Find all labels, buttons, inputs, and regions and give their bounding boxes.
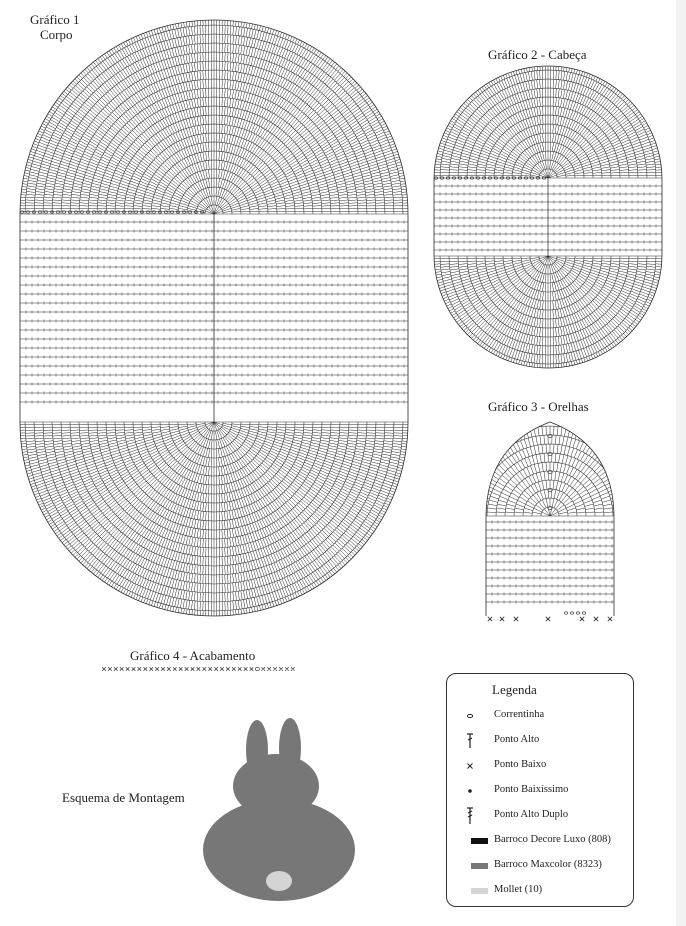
legend-label: Barroco Decore Luxo (808) (494, 834, 611, 845)
ears-chart (460, 422, 640, 621)
legend-label: Barroco Maxcolor (8323) (494, 859, 602, 870)
double-crochet-icon (457, 732, 483, 750)
color-swatch (457, 882, 483, 900)
slip-stitch-icon (457, 782, 483, 800)
bunny-tail (266, 871, 292, 891)
legend-item (447, 707, 633, 725)
assembly-title: Esquema de Montagem (62, 790, 185, 805)
legend-title: Legenda (492, 682, 537, 697)
treble-crochet-icon (457, 807, 483, 825)
chart1-subtitle: Corpo (40, 27, 73, 42)
body-chart (16, 16, 412, 620)
single-crochet-icon (457, 757, 483, 775)
legend-item (447, 857, 633, 875)
chain-stitch-icon (457, 707, 483, 725)
chart4-title: Gráfico 4 - Acabamento (130, 648, 256, 663)
chart1-title: Gráfico 1 (30, 12, 80, 27)
legend-label: Ponto Alto (494, 734, 540, 745)
legend-label: Mollet (10) (494, 884, 543, 895)
color-swatch (457, 857, 483, 875)
legend-item (447, 732, 633, 750)
legend-item (447, 782, 633, 800)
legend-item (447, 882, 633, 900)
legend (446, 673, 634, 907)
chart2-title: Gráfico 2 - Cabeça (488, 47, 587, 62)
assembly-diagram (203, 718, 355, 901)
legend-item (447, 757, 633, 775)
legend-item (447, 807, 633, 825)
chart3-title: Gráfico 3 - Orelhas (488, 399, 589, 414)
legend-label: Ponto Alto Duplo (494, 809, 569, 820)
legend-item (447, 832, 633, 850)
legend-label: Ponto Baixíssimo (494, 784, 569, 795)
head-chart (431, 61, 665, 373)
legend-label: Ponto Baixo (494, 759, 547, 770)
color-swatch (457, 832, 483, 850)
finishing-row-chart (102, 667, 294, 671)
legend-label: Correntinha (494, 709, 545, 720)
